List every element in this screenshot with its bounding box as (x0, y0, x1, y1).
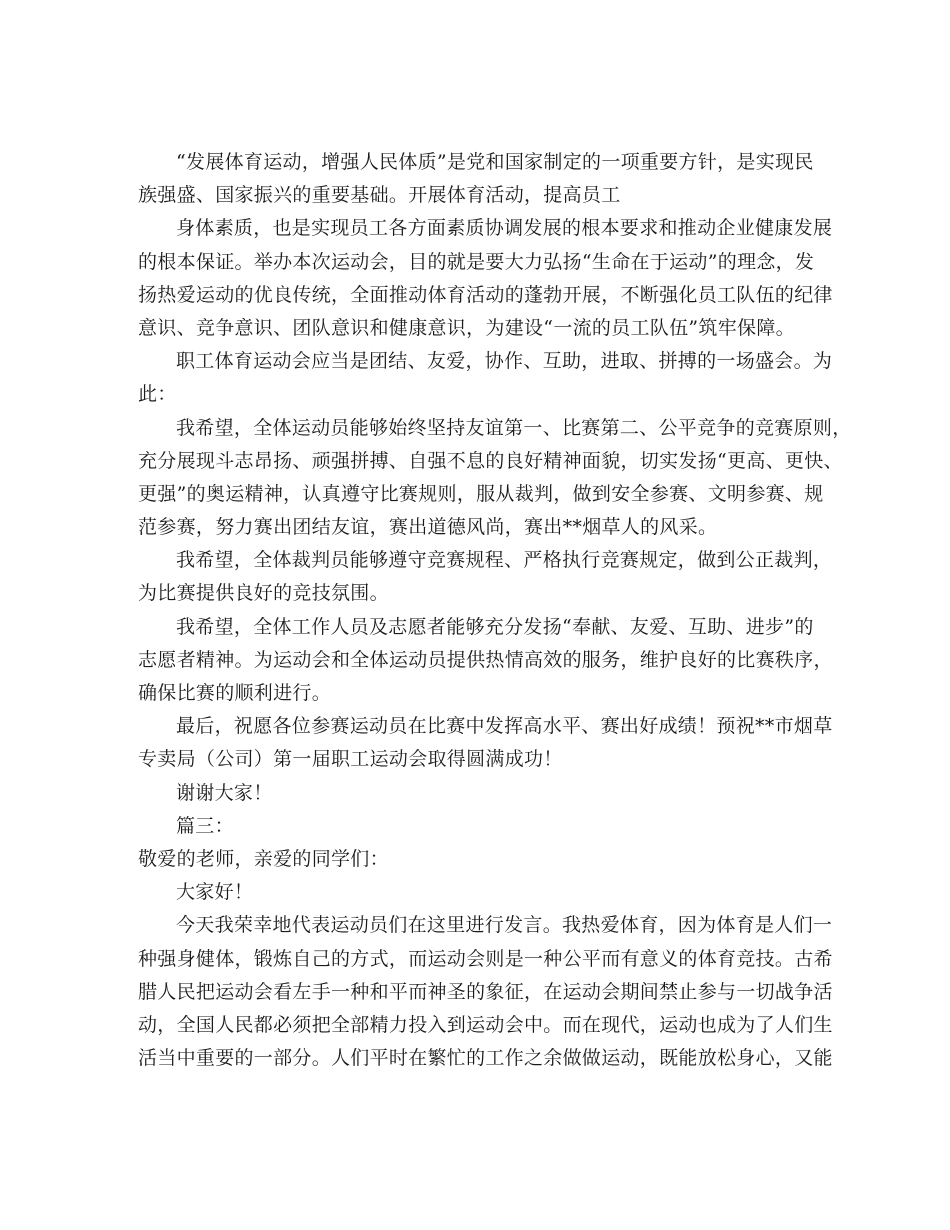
text-line: 志愿者精神。为运动会和全体运动员提供热情高效的服务，维护良好的比赛秩序， (138, 648, 833, 671)
document-body (138, 146, 852, 1075)
text-line: 我希望，全体工作人员及志愿者能够充分发扬“奉献、友爱、互助、进步”的 (176, 615, 814, 638)
text-line: 今天我荣幸地代表运动员们在这里进行发言。我热爱体育，因为体育是人们一 (176, 914, 833, 937)
text-line: 动，全国人民都必须把全部精力投入到运动会中。而在现代，运动也成为了人们生 (138, 1013, 833, 1036)
text-line: 腊人民把运动会看左手一种和平而神圣的象征，在运动会期间禁止参与一切战争活 (138, 980, 833, 1003)
text-line: 职工体育运动会应当是团结、友爱，协作、互助，进取、拼搏的一场盛会。为 (176, 350, 833, 373)
text-line: 为比赛提供良好的竞技氛围。 (138, 582, 389, 605)
text-line: 充分展现斗志昂扬、顽强拼搏、自强不息的良好精神面貌，切实发扬“更高、更快、 (138, 449, 843, 472)
text-line: 此： (138, 383, 177, 406)
text-line: 意识、竞争意识、团队意识和健康意识，为建设“一流的员工队伍”筑牢保障。 (138, 316, 795, 339)
text-line: 篇三： (176, 814, 234, 837)
text-line: 活当中重要的一部分。人们平时在繁忙的工作之余做做运动，既能放松身心，又能 (138, 1047, 833, 1070)
text-line: 谢谢大家！ (176, 781, 273, 804)
text-line: 身体素质，也是实现员工各方面素质协调发展的根本要求和推动企业健康发展 (176, 217, 833, 240)
text-line: 扬热爱运动的优良传统，全面推动体育活动的蓬勃开展，不断强化员工队伍的纪律 (138, 283, 833, 306)
text-line: 敬爱的老师，亲爱的同学们： (138, 847, 389, 870)
text-line: 大家好！ (176, 881, 254, 904)
text-line: 确保比赛的顺利进行。 (138, 682, 332, 704)
text-line: 族强盛、国家振兴的重要基础。开展体育活动，提高员工 (138, 184, 621, 207)
text-line: 的根本保证。举办本次运动会，目的就是要大力弘扬“生命在于运动”的理念，发 (138, 250, 815, 273)
text-line: “发展体育运动，增强人民体质”是党和国家制定的一项重要方针，是实现民 (176, 151, 814, 173)
text-line: 专卖局（公司）第一届职工运动会取得圆满成功！ (138, 748, 563, 771)
text-line: 最后，祝愿各位参赛运动员在比赛中发挥高水平、赛出好成绩！预祝**市烟草 (176, 715, 833, 738)
text-line: 我希望，全体裁判员能够遵守竞赛规程、严格执行竞赛规定，做到公正裁判， (176, 549, 833, 572)
text-line: 更强”的奥运精神，认真遵守比赛规则，服从裁判，做到安全参赛、文明参赛、规 (138, 482, 824, 505)
text-line: 范参赛，努力赛出团结友谊，赛出道德风尚，赛出**烟草人的风采。 (138, 516, 718, 539)
text-line: 我希望，全体运动员能够始终坚持友谊第一、比赛第二、公平竞争的竞赛原则， (176, 416, 852, 439)
text-line: 种强身健体，锻炼自己的方式，而运动会则是一种公平而有意义的体育竞技。古希 (138, 947, 833, 970)
